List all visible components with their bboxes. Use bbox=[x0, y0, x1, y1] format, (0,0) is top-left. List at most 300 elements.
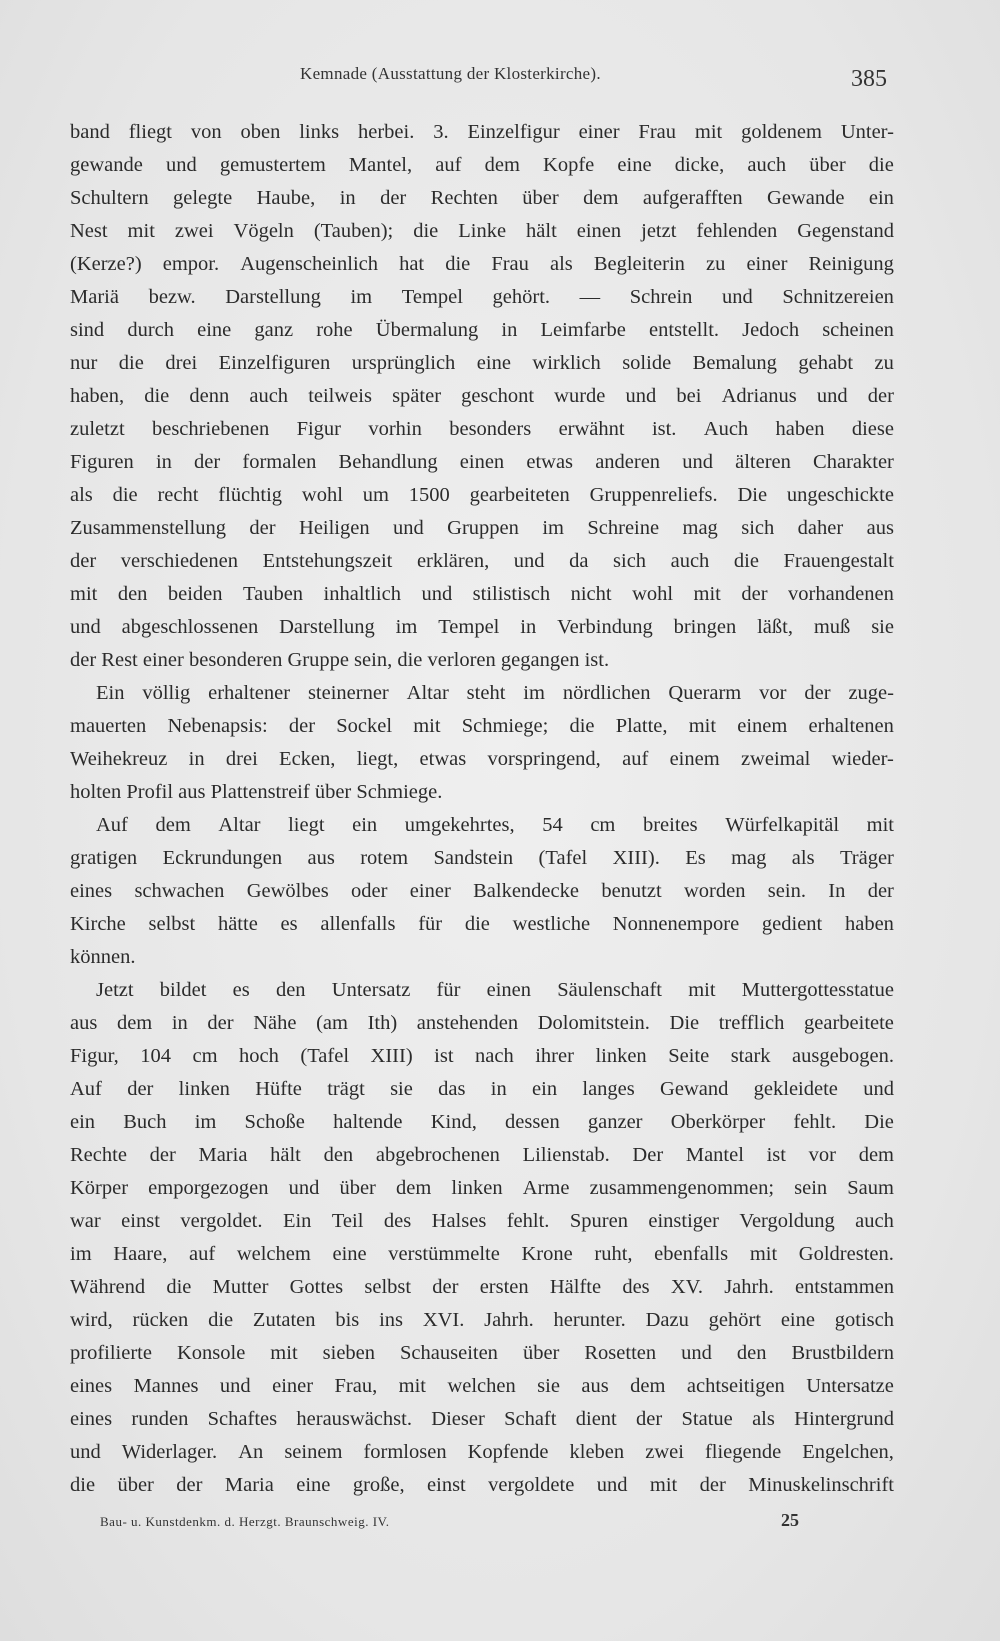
word: Arme bbox=[522, 1177, 570, 1199]
word: über bbox=[522, 1342, 560, 1364]
word: zuge- bbox=[848, 682, 894, 704]
word: Nähe bbox=[253, 1012, 297, 1034]
word: Tempel bbox=[401, 286, 463, 308]
word: herauswächst. bbox=[296, 1408, 412, 1430]
word: linken bbox=[451, 1177, 503, 1199]
word: band bbox=[70, 121, 110, 143]
word: Ein bbox=[282, 1210, 312, 1232]
word: Vögeln bbox=[233, 220, 294, 242]
word: Brustbildern bbox=[791, 1342, 894, 1364]
word: die bbox=[464, 913, 490, 935]
word: mit bbox=[127, 220, 155, 242]
word: sie bbox=[390, 1078, 413, 1100]
text-line bbox=[70, 875, 894, 908]
word: Widerlager. bbox=[121, 1441, 218, 1463]
word: mit bbox=[270, 1342, 298, 1364]
text-line bbox=[70, 1403, 894, 1436]
word: auch bbox=[670, 550, 710, 572]
word: ein bbox=[352, 814, 378, 836]
word: die bbox=[166, 1276, 192, 1298]
word: mit bbox=[688, 715, 717, 737]
text-line bbox=[70, 1304, 894, 1337]
word: der bbox=[176, 1474, 203, 1496]
word: Während bbox=[70, 1276, 146, 1298]
word: und bbox=[70, 616, 101, 638]
word: bis bbox=[335, 1309, 360, 1331]
word: zusammengenommen; bbox=[589, 1177, 775, 1199]
word: zweimal bbox=[740, 748, 811, 770]
word: und bbox=[863, 1078, 894, 1100]
word: sieben bbox=[322, 1342, 376, 1364]
word: Behandlung bbox=[338, 451, 438, 473]
word: dem bbox=[396, 1177, 432, 1199]
word: es bbox=[232, 979, 250, 1001]
word: erwähnt bbox=[558, 418, 625, 440]
word: ersten bbox=[479, 1276, 529, 1298]
word: auch bbox=[855, 1210, 894, 1232]
word: der bbox=[867, 880, 894, 902]
word: Reinigung bbox=[808, 253, 894, 275]
text-line bbox=[70, 512, 894, 545]
word: wieder- bbox=[831, 748, 894, 770]
word: haben, bbox=[70, 385, 125, 407]
word: die bbox=[144, 385, 170, 407]
word: läßt, bbox=[757, 616, 793, 638]
word: Figur bbox=[296, 418, 342, 440]
word: einstiger bbox=[648, 1210, 719, 1232]
word: Figur, bbox=[70, 1045, 119, 1067]
word: stark bbox=[730, 1045, 771, 1067]
word: nicht bbox=[570, 583, 612, 605]
word: vor bbox=[808, 1144, 836, 1166]
word: Tempel bbox=[438, 616, 500, 638]
word: fehlenden bbox=[696, 220, 778, 242]
word: Haare, bbox=[113, 1243, 168, 1265]
word: steht bbox=[466, 682, 506, 704]
word: Mutter bbox=[212, 1276, 269, 1298]
word: herunter. bbox=[553, 1309, 626, 1331]
word: und bbox=[219, 1375, 251, 1397]
word: Rechte bbox=[70, 1144, 127, 1166]
text-line bbox=[70, 1238, 894, 1271]
word: Hälfte bbox=[549, 1276, 602, 1298]
word: Lilienstab. bbox=[522, 1144, 610, 1166]
word: die bbox=[445, 253, 471, 275]
word: Altar bbox=[218, 814, 261, 836]
word: Minuskelinschrift bbox=[748, 1474, 894, 1496]
word: Kopfende bbox=[467, 1441, 549, 1463]
word: schwachen bbox=[134, 880, 225, 902]
word: seinem bbox=[284, 1441, 343, 1463]
word: dem bbox=[583, 187, 619, 209]
word: der bbox=[867, 385, 894, 407]
word: mit bbox=[649, 1474, 678, 1496]
word: zuletzt bbox=[70, 418, 125, 440]
word: vor bbox=[759, 682, 787, 704]
text-line bbox=[70, 974, 894, 1007]
word: Mariä bbox=[70, 286, 119, 308]
word: der bbox=[149, 1144, 176, 1166]
word: flüchtig bbox=[218, 484, 283, 506]
word: einst bbox=[121, 1210, 160, 1232]
word: eines bbox=[70, 1375, 113, 1397]
word: selbst bbox=[364, 1276, 412, 1298]
word: Die bbox=[669, 1012, 700, 1034]
word: Gruppen bbox=[447, 517, 519, 539]
word: Körper bbox=[70, 1177, 129, 1199]
word: hätte bbox=[217, 913, 258, 935]
word: fliegt bbox=[128, 121, 172, 143]
word: Leimfarbe bbox=[540, 319, 626, 341]
text-line: der Rest einer besonderen Gruppe sein, die verloren gegangen ist. bbox=[70, 649, 610, 671]
word: der bbox=[127, 1078, 154, 1100]
word: An bbox=[238, 1441, 264, 1463]
word: Krone bbox=[521, 1243, 573, 1265]
text-line bbox=[70, 1469, 894, 1502]
word: Die bbox=[864, 1111, 894, 1133]
word: den bbox=[275, 979, 306, 1001]
word: Weihekreuz bbox=[70, 748, 168, 770]
word: diese bbox=[851, 418, 894, 440]
word: denn bbox=[189, 385, 230, 407]
word: sich bbox=[613, 550, 647, 572]
word: Maria bbox=[198, 1144, 248, 1166]
word: in bbox=[520, 616, 537, 638]
word: der bbox=[207, 1012, 234, 1034]
word: wohl bbox=[632, 583, 674, 605]
word: herbei. bbox=[357, 121, 415, 143]
text-line bbox=[70, 380, 894, 413]
word: die bbox=[413, 220, 439, 242]
word: profilierte bbox=[70, 1342, 152, 1364]
word: achtseitigen bbox=[686, 1375, 785, 1397]
word: Rechten bbox=[430, 187, 498, 209]
word: und bbox=[625, 385, 657, 407]
word: wohl bbox=[301, 484, 343, 506]
word: emporgezogen bbox=[148, 1177, 269, 1199]
word: auf bbox=[622, 748, 649, 770]
word: eine bbox=[780, 1309, 815, 1331]
word: abgebrochenen bbox=[375, 1144, 500, 1166]
word: Frau, bbox=[334, 1375, 378, 1397]
word: nur bbox=[70, 352, 98, 374]
word: Kirche bbox=[70, 913, 126, 935]
word: und bbox=[421, 583, 453, 605]
word: worden bbox=[683, 880, 746, 902]
text-line bbox=[70, 479, 894, 512]
word: als bbox=[752, 1408, 775, 1430]
word: Haube, bbox=[256, 187, 316, 209]
word: empor. bbox=[162, 253, 220, 275]
word: der bbox=[288, 715, 316, 737]
word: gotisch bbox=[834, 1309, 894, 1331]
word: formlosen bbox=[363, 1441, 447, 1463]
word: breites bbox=[642, 814, 698, 836]
word: ganzer bbox=[587, 1111, 643, 1133]
word: Teil bbox=[331, 1210, 364, 1232]
word: mit bbox=[413, 715, 441, 737]
word: gewande bbox=[70, 154, 143, 176]
word: Dieser bbox=[431, 1408, 485, 1430]
running-head: Kemnade (Ausstattung der Klosterkirche). bbox=[300, 64, 601, 83]
word: Einzelfiguren bbox=[218, 352, 331, 374]
word: welchen bbox=[447, 1375, 516, 1397]
word: Nebenapsis: bbox=[167, 715, 268, 737]
word: mit bbox=[694, 121, 723, 143]
word: und bbox=[393, 517, 424, 539]
word: die bbox=[733, 550, 759, 572]
word: Gruppenreliefs. bbox=[589, 484, 718, 506]
word: gedient bbox=[761, 913, 823, 935]
word: anstehenden bbox=[416, 1012, 519, 1034]
word: Halses bbox=[431, 1210, 487, 1232]
word: (Kerze?) bbox=[70, 253, 142, 275]
word: dessen bbox=[505, 1111, 560, 1133]
word: einem bbox=[737, 715, 788, 737]
word: Darstellung bbox=[279, 616, 375, 638]
word: als bbox=[791, 847, 815, 869]
word: westliche bbox=[512, 913, 591, 935]
word: Auch bbox=[703, 418, 749, 440]
word: ist bbox=[766, 1144, 786, 1166]
word: Untersatze bbox=[806, 1375, 894, 1397]
word: später bbox=[392, 385, 442, 407]
word: mit bbox=[866, 814, 894, 836]
word: Jetzt bbox=[96, 979, 134, 1001]
word: in bbox=[188, 748, 205, 770]
word: der bbox=[70, 550, 97, 572]
word: ursprünglich bbox=[351, 352, 456, 374]
word: als bbox=[70, 484, 93, 506]
word: durch bbox=[127, 319, 174, 341]
word: zu bbox=[706, 253, 726, 275]
word: Die bbox=[737, 484, 768, 506]
word: mit bbox=[688, 979, 716, 1001]
word: gekleidete bbox=[753, 1078, 838, 1100]
word: Schrein bbox=[629, 286, 693, 308]
word: hält bbox=[526, 220, 557, 242]
word: Gottes bbox=[289, 1276, 344, 1298]
word: in bbox=[339, 187, 356, 209]
word: Querarm bbox=[668, 682, 742, 704]
word: gehört bbox=[708, 1309, 762, 1331]
word: Buch bbox=[123, 1111, 167, 1133]
word: haben bbox=[844, 913, 894, 935]
word: runden bbox=[131, 1408, 189, 1430]
word: etwas bbox=[419, 748, 467, 770]
word: 54 bbox=[542, 814, 563, 836]
word: entstellt. bbox=[648, 319, 720, 341]
word: anderen bbox=[595, 451, 661, 473]
word: Gewölbes bbox=[246, 880, 329, 902]
word: zu bbox=[874, 352, 894, 374]
word: ihrer bbox=[535, 1045, 574, 1067]
text-line bbox=[70, 611, 894, 644]
word: muß bbox=[813, 616, 851, 638]
word: den bbox=[117, 583, 148, 605]
word: der bbox=[380, 187, 407, 209]
word: als bbox=[549, 253, 573, 275]
word: solide bbox=[622, 352, 672, 374]
word: oben bbox=[240, 121, 281, 143]
word: sich bbox=[741, 517, 775, 539]
text-line bbox=[70, 215, 894, 248]
word: Mannes bbox=[133, 1375, 199, 1397]
word: Schultern bbox=[70, 187, 149, 209]
word: vorspringend, bbox=[487, 748, 601, 770]
word: ausgebogen. bbox=[792, 1045, 894, 1067]
word: da bbox=[569, 550, 589, 572]
word: links bbox=[299, 121, 340, 143]
word: des bbox=[622, 1276, 650, 1298]
word: große, bbox=[352, 1474, 405, 1496]
word: älteren bbox=[735, 451, 791, 473]
text-line bbox=[70, 248, 894, 281]
word: Gegenstand bbox=[797, 220, 894, 242]
word: der bbox=[249, 517, 276, 539]
word: XIII). bbox=[612, 847, 660, 869]
word: im bbox=[194, 1111, 217, 1133]
text-line bbox=[70, 1337, 894, 1370]
word: Schoße bbox=[244, 1111, 305, 1133]
word: Seite bbox=[668, 1045, 710, 1067]
word: fehlt. bbox=[506, 1210, 550, 1232]
word: bei bbox=[676, 385, 702, 407]
word: für bbox=[436, 979, 461, 1001]
word: haben bbox=[775, 418, 825, 440]
signature-mark: 25 bbox=[781, 1510, 799, 1530]
word: umgekehrtes, bbox=[404, 814, 515, 836]
word: um bbox=[362, 484, 389, 506]
word: in bbox=[501, 319, 518, 341]
text-line bbox=[70, 545, 894, 578]
word: Jahrh. bbox=[724, 1276, 774, 1298]
word: Balkendecke bbox=[473, 880, 579, 902]
word: Schaftes bbox=[207, 1408, 278, 1430]
word: eine bbox=[197, 319, 232, 341]
word: verstümmelte bbox=[388, 1243, 500, 1265]
word: Statue bbox=[681, 1408, 733, 1430]
word: Rosetten bbox=[584, 1342, 657, 1364]
word: auf bbox=[189, 1243, 216, 1265]
body-text bbox=[70, 116, 894, 1502]
word: Oberkörper bbox=[670, 1111, 766, 1133]
word: nördlichen bbox=[562, 682, 651, 704]
word: Altar bbox=[406, 682, 449, 704]
word: dem bbox=[155, 814, 191, 836]
word: mit bbox=[749, 1243, 778, 1265]
text-line bbox=[70, 1205, 894, 1238]
word: ganz bbox=[254, 319, 294, 341]
word: ins bbox=[379, 1309, 404, 1331]
word: dem bbox=[858, 1144, 894, 1166]
word: geschont bbox=[461, 385, 535, 407]
word: In bbox=[828, 880, 846, 902]
word: Schnitzereien bbox=[782, 286, 894, 308]
word: sein. bbox=[767, 880, 806, 902]
word: im bbox=[523, 682, 545, 704]
word: Muttergottesstatue bbox=[741, 979, 894, 1001]
word: für bbox=[418, 913, 443, 935]
word: sie bbox=[871, 616, 894, 638]
text-line bbox=[70, 446, 894, 479]
word: (am bbox=[316, 1012, 348, 1034]
word: und bbox=[288, 1177, 320, 1199]
word: auch bbox=[747, 154, 787, 176]
word: sein bbox=[794, 1177, 828, 1199]
word: den bbox=[736, 1342, 767, 1364]
word: sind bbox=[70, 319, 105, 341]
word: vorhin bbox=[368, 418, 422, 440]
word: ist bbox=[434, 1045, 454, 1067]
footer-source: Bau- u. Kunstdenkm. d. Herzgt. Braunschweig. IV. bbox=[100, 1514, 390, 1529]
word: erhaltenen bbox=[808, 715, 894, 737]
word: zwei bbox=[174, 220, 214, 242]
word: den bbox=[323, 1144, 354, 1166]
word: über bbox=[339, 1177, 376, 1199]
text-line bbox=[70, 1139, 894, 1172]
word: gratigen bbox=[70, 847, 138, 869]
word: beschriebenen bbox=[151, 418, 270, 440]
word: die bbox=[868, 154, 894, 176]
text-line bbox=[70, 908, 894, 941]
word: in bbox=[171, 1012, 188, 1034]
word: vorhandenen bbox=[788, 583, 894, 605]
word: einen bbox=[576, 220, 622, 242]
word: verschiedenen bbox=[120, 550, 238, 572]
word: liegt bbox=[288, 814, 325, 836]
word: Frauengestalt bbox=[783, 550, 894, 572]
word: ein bbox=[868, 187, 894, 209]
text-line bbox=[70, 347, 894, 380]
word: über bbox=[809, 154, 846, 176]
word: cm bbox=[590, 814, 616, 836]
word: rotem bbox=[360, 847, 409, 869]
word: eines bbox=[70, 1408, 113, 1430]
word: und bbox=[166, 154, 197, 176]
word: über bbox=[117, 1474, 154, 1496]
word: Frau bbox=[491, 253, 529, 275]
word: gearbeitete bbox=[804, 1012, 894, 1034]
text-line bbox=[70, 314, 894, 347]
word: gearbeiteten bbox=[469, 484, 570, 506]
word: hoch bbox=[239, 1045, 279, 1067]
word: 3. bbox=[433, 121, 449, 143]
word: dem bbox=[630, 1375, 666, 1397]
word: Säulenschaft bbox=[557, 979, 662, 1001]
word: Spuren bbox=[569, 1210, 628, 1232]
text-line: können. bbox=[70, 946, 136, 968]
word: Goldresten. bbox=[798, 1243, 894, 1265]
word: dicke, bbox=[674, 154, 725, 176]
word: und bbox=[722, 286, 753, 308]
word: Hintergrund bbox=[794, 1408, 894, 1430]
word: bezw. bbox=[148, 286, 196, 308]
word: Schauseiten bbox=[400, 1342, 498, 1364]
word: trägt bbox=[327, 1078, 365, 1100]
word: linken bbox=[595, 1045, 647, 1067]
word: Dazu bbox=[645, 1309, 689, 1331]
word: gemustertem bbox=[219, 154, 326, 176]
word: Sandstein bbox=[433, 847, 514, 869]
word: der bbox=[699, 1474, 726, 1496]
word: formalen bbox=[242, 451, 317, 473]
text-line bbox=[70, 1040, 894, 1073]
word: Zusammenstellung bbox=[70, 517, 227, 539]
word: Zutaten bbox=[252, 1309, 316, 1331]
word: Schaft bbox=[504, 1408, 557, 1430]
word: Mantel bbox=[685, 1144, 744, 1166]
